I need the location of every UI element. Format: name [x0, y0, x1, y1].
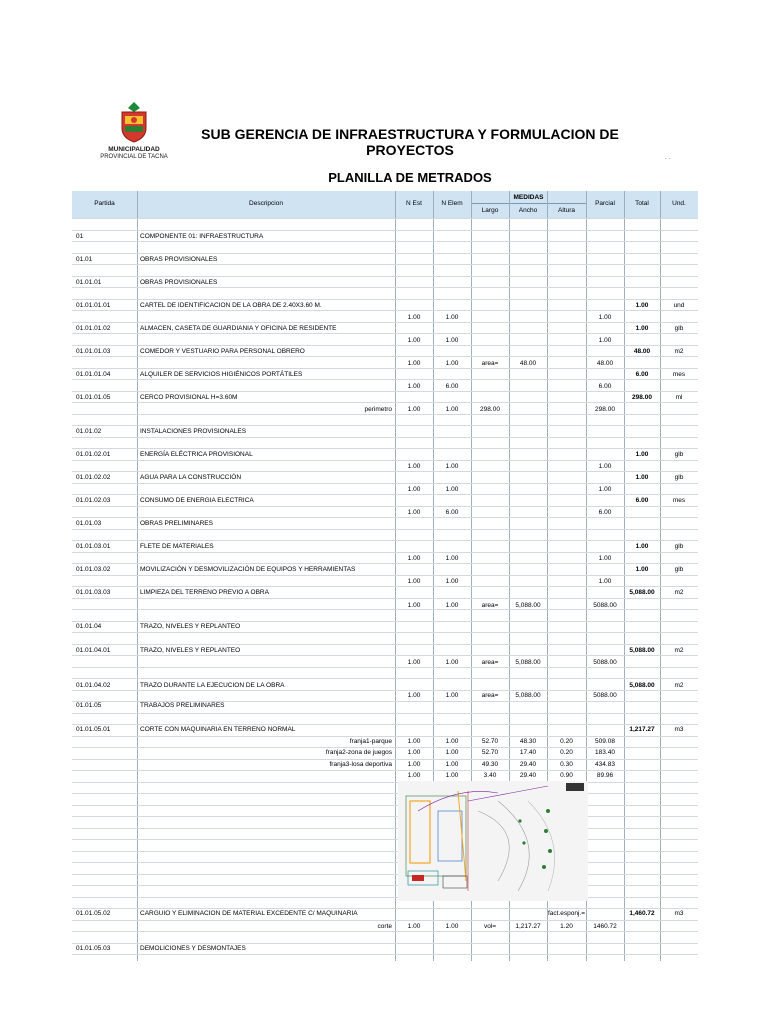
cell-desc: CORTE CON MAQUINARIA EN TERRENO NORMAL [140, 726, 296, 733]
org-name-line1: MUNICIPALIDAD [108, 146, 160, 153]
cell-nest: 1.00 [407, 406, 421, 413]
cell-desc: OBRAS PROVISIONALES [140, 256, 218, 263]
cell-largo: area= [481, 360, 499, 367]
cell-partida: 01.01.03.02 [76, 566, 111, 573]
cell-desc: AGUA PARA LA CONSTRUCCIÓN [140, 474, 242, 481]
cell-altura: 0.90 [560, 772, 573, 779]
cell-total: 5,088.00 [629, 647, 655, 654]
table-header [72, 191, 698, 219]
cell-nelem: 6.00 [445, 509, 459, 516]
cell-nelem: 1.00 [445, 692, 459, 699]
cell-nest: 1.00 [407, 692, 421, 699]
cell-largo: vol= [483, 923, 497, 930]
table-row [72, 358, 698, 369]
cell-nelem: 1.00 [445, 772, 459, 779]
cell-ancho: 1,217.27 [515, 923, 541, 930]
cell-desc: OBRAS PRELIMINARES [140, 520, 213, 527]
cell-ancho: 5,088.00 [515, 602, 541, 609]
cell-und: m2 [674, 647, 684, 654]
cell-desc: CARGUIO Y ELIMINACION DE MATERIAL EXCEDENTE C/ MAQUINARIA [140, 910, 358, 917]
cell-und: mes [672, 371, 686, 378]
col-descripcion: Descripcion [249, 200, 283, 207]
cell-desc: LIMPIEZA DEL TERRENO PREVIO A OBRA [140, 589, 269, 596]
cell-parcial: 48.00 [596, 360, 614, 367]
cell-desc: CONSUMO DE ENERGIA ELECTRICA [140, 497, 254, 504]
cell-partida: 01.01.05.02 [76, 910, 111, 917]
cell-nelem: 1.00 [445, 578, 459, 585]
cell-partida: 01.01.03 [76, 520, 102, 527]
table-row [72, 759, 698, 770]
row-divider [72, 218, 698, 219]
cell-total: 6.00 [635, 371, 649, 378]
cell-nest: 1.00 [407, 337, 421, 344]
coat-of-arms-icon [112, 100, 156, 144]
table-row [72, 312, 698, 323]
cell-desc: OBRAS PROVISIONALES [140, 279, 218, 286]
cell-parcial: 1.00 [598, 555, 612, 562]
table-row [72, 254, 698, 265]
cell-nelem: 6.00 [445, 383, 459, 390]
cell-nelem: 1.00 [445, 337, 459, 344]
cell-nest: 1.00 [407, 738, 421, 745]
cell-und: mes [672, 497, 686, 504]
cell-und: m2 [674, 589, 684, 596]
row-divider [72, 632, 698, 633]
cell-total: 1.00 [635, 543, 649, 550]
cell-nest: 1.00 [407, 360, 421, 367]
col-total: Total [635, 200, 649, 207]
metrados-table [72, 191, 698, 961]
table-row [72, 921, 698, 932]
cell-nest: 1.00 [407, 486, 421, 493]
cell-nest: 1.00 [407, 761, 421, 768]
table-row [72, 621, 698, 632]
table-row [72, 495, 698, 506]
cell-nest: 1.00 [407, 383, 421, 390]
cell-und: m3 [674, 726, 684, 733]
cell-partida: 01.01.03.03 [76, 589, 111, 596]
cell-largo: area= [481, 692, 499, 699]
municipality-logo [94, 100, 174, 166]
table-row [72, 553, 698, 564]
cell-total: 1.00 [635, 474, 649, 481]
header-dots: . . [665, 155, 671, 161]
table-row [72, 381, 698, 392]
table-row [72, 736, 698, 747]
document-subtitle: PLANILLA DE METRADOS [328, 170, 492, 185]
table-row [72, 770, 698, 781]
table-row [72, 300, 698, 311]
row-divider [72, 529, 698, 530]
cell-partida: 01.01 [76, 256, 93, 263]
cell-altura: 0.20 [560, 749, 573, 756]
cell-parcial: 1460.72 [593, 923, 617, 930]
cell-desc: DEMOLICIONES Y DESMONTAJES [140, 945, 246, 952]
cell-largo: area= [481, 602, 499, 609]
col-ancho: Ancho [518, 207, 538, 214]
row-divider [72, 678, 698, 679]
cell-nelem: 1.00 [445, 555, 459, 562]
table-row [72, 576, 698, 587]
cell-desc: TRABAJOS PRELIMINARES [140, 702, 225, 709]
row-divider [72, 805, 698, 806]
cell-total: 1.00 [635, 566, 649, 573]
cell-nelem: 1.00 [445, 406, 459, 413]
table-row [72, 600, 698, 611]
col-largo: Largo [481, 207, 499, 214]
table-row [72, 484, 698, 495]
cell-partida: 01.01.04 [76, 623, 102, 630]
cell-altura: 1.20 [560, 923, 573, 930]
cell-parcial: 6.00 [598, 383, 612, 390]
cell-parcial: 1.00 [598, 463, 612, 470]
table-row [72, 323, 698, 334]
cell-ancho: 48.30 [519, 738, 537, 745]
row-divider [72, 839, 698, 840]
cell-partida: 01.01.01.05 [76, 394, 111, 401]
cell-desc: ALQUILER DE SERVICIOS HIGIÉNICOS PORTÁTILES [140, 371, 303, 378]
col-und: Und. [672, 200, 686, 207]
cell-nelem: 1.00 [445, 659, 459, 666]
cell-nelem: 1.00 [445, 463, 459, 470]
cell-largo: 49.30 [481, 761, 499, 768]
row-divider [72, 862, 698, 863]
cell-parcial: 434.83 [595, 761, 615, 768]
cell-total: 6.00 [635, 497, 649, 504]
cell-und: glb [674, 543, 684, 550]
table-row [72, 943, 698, 954]
cell-parcial: 5088.00 [593, 692, 617, 699]
table-row [72, 657, 698, 668]
cell-desc: FLETE DE MATERIALES [140, 543, 214, 550]
table-row [72, 472, 698, 483]
cell-und: glb [674, 474, 684, 481]
cell-partida: 01.01.01.04 [76, 371, 111, 378]
cell-desc: COMPONENTE 01: INFRAESTRUCTURA [140, 233, 264, 240]
table-row [72, 369, 698, 380]
cell-partida: 01.01.04.02 [76, 682, 111, 689]
cell-altura: fact.esponj.= [547, 910, 586, 917]
row-divider [72, 885, 698, 886]
table-row [72, 335, 698, 346]
cell-ancho: 29.40 [519, 761, 537, 768]
col-parcial: Parcial [595, 200, 615, 207]
cell-partida: 01.01.02.01 [76, 451, 111, 458]
table-row [72, 518, 698, 529]
cell-desc: ALMACEN, CASETA DE GUARDIANIA Y OFICINA DE RESIDENTE [140, 325, 337, 332]
cell-nelem: 1.00 [445, 360, 459, 367]
table-row [72, 449, 698, 460]
cell-total: 298.00 [632, 394, 652, 401]
cell-nest: 1.00 [407, 578, 421, 585]
cell-label: franja2-zona de juegos [325, 749, 392, 756]
cell-nest: 1.00 [407, 463, 421, 470]
cell-label: franja3-losa deportiva [329, 761, 392, 768]
cell-und: m2 [674, 682, 684, 689]
cell-partida: 01 [76, 233, 84, 240]
cell-largo: 52.70 [481, 738, 499, 745]
cell-parcial: 1.00 [598, 337, 612, 344]
cell-nest: 1.00 [407, 602, 421, 609]
cell-ancho: 29.40 [519, 772, 537, 779]
site-plan-drawing [398, 781, 588, 901]
cell-nelem: 1.00 [445, 486, 459, 493]
cell-altura: 0.20 [560, 738, 573, 745]
cell-parcial: 298.00 [595, 406, 615, 413]
cell-partida: 01.01.05.01 [76, 726, 111, 733]
cell-parcial: 89.96 [596, 772, 614, 779]
cell-parcial: 1.00 [598, 486, 612, 493]
table-row [72, 564, 698, 575]
cell-nest: 1.00 [407, 555, 421, 562]
cell-largo: 3.40 [483, 772, 497, 779]
cell-partida: 01.01.02.02 [76, 474, 111, 481]
table-row [72, 507, 698, 518]
cell-parcial: 5088.00 [593, 602, 617, 609]
cell-label: franja1-parque [349, 738, 392, 745]
cell-nelem: 1.00 [445, 923, 459, 930]
col-altura: Altura [558, 207, 575, 214]
table-row [72, 426, 698, 437]
cell-desc: ENERGÍA ELÉCTRICA PROVISIONAL [140, 451, 253, 458]
cell-partida: 01.01.01.02 [76, 325, 111, 332]
cell-und: m3 [674, 910, 684, 917]
cell-parcial: 183.40 [595, 749, 615, 756]
table-row [72, 587, 698, 598]
table-row [72, 724, 698, 735]
cell-nelem: 1.00 [445, 749, 459, 756]
cell-desc: CERCO PROVISIONAL H=3.60M [140, 394, 238, 401]
cell-ancho: 5,088.00 [515, 659, 541, 666]
cell-und: und [673, 302, 685, 309]
table-row [72, 461, 698, 472]
cell-partida: 01.01.05.03 [76, 945, 111, 952]
cell-ancho: 48.00 [519, 360, 537, 367]
cell-nest: 1.00 [407, 772, 421, 779]
table-row [72, 908, 698, 919]
row-divider [72, 782, 698, 783]
cell-desc: CARTEL DE IDENTIFICACION DE LA OBRA DE 2.40X3.60 M. [140, 302, 322, 309]
cell-und: glb [674, 325, 684, 332]
cell-nest: 1.00 [407, 923, 421, 930]
cell-nest: 1.00 [407, 314, 421, 321]
cell-nelem: 1.00 [445, 602, 459, 609]
cell-label: perimetro [364, 406, 392, 413]
cell-nelem: 1.00 [445, 738, 459, 745]
row-divider [72, 851, 698, 852]
cell-label: corte [377, 923, 392, 930]
cell-total: 1,217.27 [629, 726, 655, 733]
col-nelem: N Elem [441, 200, 463, 207]
cell-und: m2 [674, 348, 684, 355]
cell-parcial: 6.00 [598, 509, 612, 516]
cell-total: 1.00 [635, 451, 649, 458]
cell-altura: 0.30 [560, 761, 573, 768]
cell-und: glb [674, 566, 684, 573]
cell-und: glb [674, 451, 684, 458]
row-divider [72, 897, 698, 898]
cell-partida: 01.01.03.01 [76, 543, 111, 550]
table-row [72, 392, 698, 403]
cell-nest: 1.00 [407, 749, 421, 756]
cell-ancho: 17.40 [519, 749, 537, 756]
cell-parcial: 1.00 [598, 578, 612, 585]
cell-nest: 1.00 [407, 659, 421, 666]
cell-nest: 1.00 [407, 509, 421, 516]
cell-und: ml [675, 394, 683, 401]
cell-largo: area= [481, 659, 499, 666]
table-row [72, 404, 698, 415]
table-row [72, 277, 698, 288]
cell-partida: 01.01.01.01 [76, 302, 111, 309]
cell-total: 1.00 [635, 302, 649, 309]
table-row [72, 645, 698, 656]
cell-desc: TRAZO, NIVELES Y REPLANTEO [140, 647, 241, 654]
cell-desc: COMEDOR Y VESTUARIO PARA PERSONAL OBRERO [140, 348, 305, 355]
cell-largo: 52.70 [481, 749, 499, 756]
cell-partida: 01.01.01 [76, 279, 102, 286]
table-row [72, 541, 698, 552]
cell-total: 1,460.72 [629, 910, 655, 917]
cell-desc: INSTALACIONES PROVISIONALES [140, 428, 247, 435]
document-title: SUB GERENCIA DE INFRAESTRUCTURA Y FORMULACION DE PROYECTOS [201, 126, 619, 158]
cell-nelem: 1.00 [445, 761, 459, 768]
cell-total: 48.00 [633, 348, 651, 355]
cell-desc: MOVILIZACIÓN Y DESMOVILIZACIÓN DE EQUIPOS Y HERRAMIENTAS [140, 566, 356, 573]
col-nest: N Est [406, 200, 422, 207]
cell-parcial: 1.00 [598, 314, 612, 321]
row-divider [72, 713, 698, 714]
cell-parcial: 5088.00 [593, 659, 617, 666]
cell-partida: 01.01.04.01 [76, 647, 111, 654]
cell-partida: 01.01.05 [76, 702, 102, 709]
table-row [72, 747, 698, 758]
cell-total: 5,088.00 [629, 589, 655, 596]
cell-largo: 298.00 [480, 406, 500, 413]
cell-partida: 01.01.02 [76, 428, 102, 435]
row-divider [72, 793, 698, 794]
org-name-line2: PROVINCIAL DE TACNA [100, 154, 168, 160]
cell-partida: 01.01.02.03 [76, 497, 111, 504]
row-divider [72, 437, 698, 438]
cell-desc: TRAZO DURANTE LA EJECUCION DE LA OBRA [140, 682, 285, 689]
table-row [72, 231, 698, 242]
cell-parcial: 509.08 [595, 738, 615, 745]
table-row [72, 346, 698, 357]
cell-partida: 01.01.01.03 [76, 348, 111, 355]
col-medidas: MEDIDAS [513, 194, 544, 201]
row-divider [72, 816, 698, 817]
cell-nelem: 1.00 [445, 314, 459, 321]
row-divider [72, 828, 698, 829]
table-row [72, 700, 698, 711]
cell-desc: TRAZO, NIVELES Y REPLANTEO [140, 623, 241, 630]
row-divider [72, 598, 698, 599]
row-divider [72, 954, 698, 955]
cell-total: 5,088.00 [629, 682, 655, 689]
cell-ancho: 5,088.00 [515, 692, 541, 699]
col-partida: Partida [94, 200, 115, 207]
cell-total: 1.00 [635, 325, 649, 332]
row-divider [72, 874, 698, 875]
